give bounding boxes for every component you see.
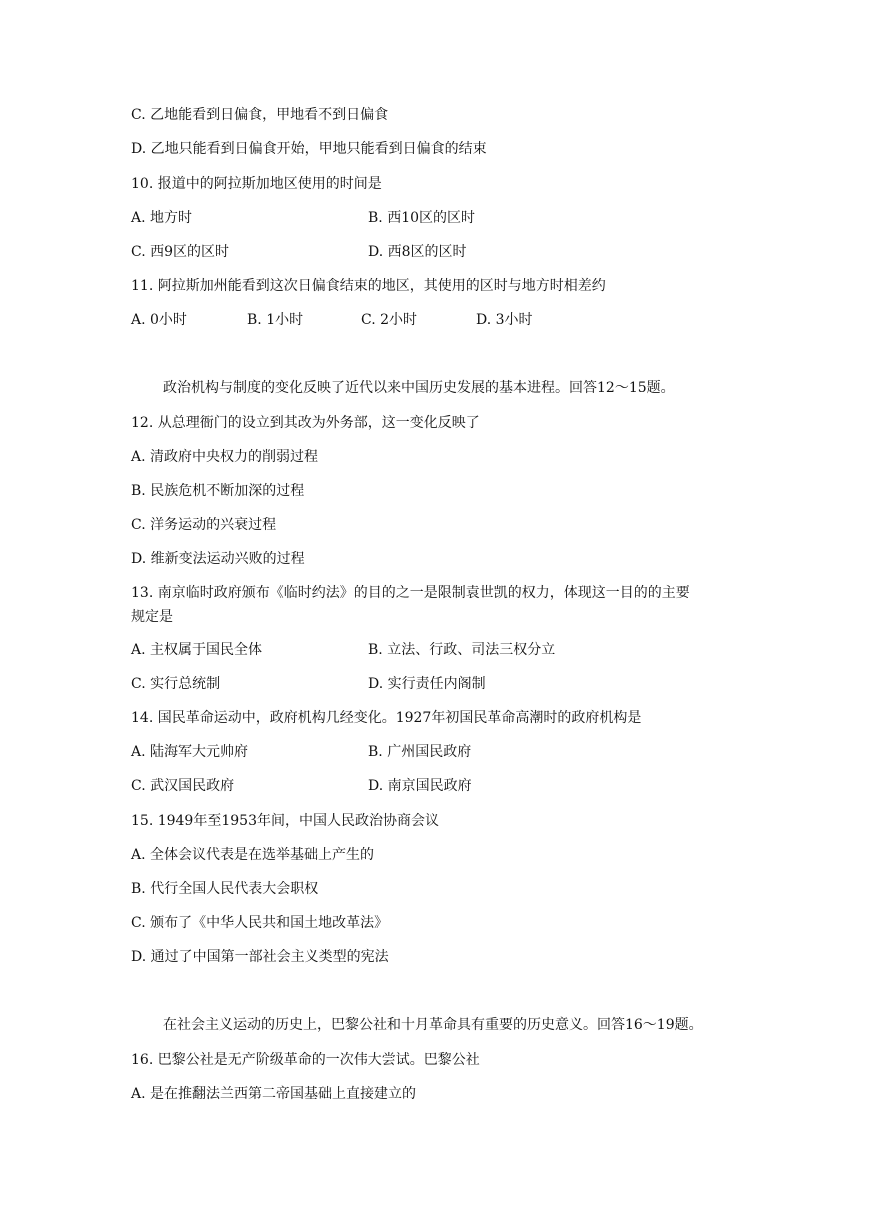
q15-option-c: C. 颁布了《中华人民共和国土地改革法》 [131,915,389,931]
q13-stem-line2: 规定是 [131,609,173,625]
q15-option-a: A. 全体会议代表是在选举基础上产生的 [131,847,375,863]
q16-option-a: A. 是在推翻法兰西第二帝国基础上直接建立的 [131,1086,417,1102]
q12-stem: 12. 从总理衙门的设立到其改为外务部，这一变化反映了 [131,415,480,431]
q14-option-a: A. 陆海军大元帅府 [131,744,249,760]
q10-stem: 10. 报道中的阿拉斯加地区使用的时间是 [131,176,382,192]
q11-stem: 11. 阿拉斯加州能看到这次日偏食结束的地区，其使用的区时与地方时相差约 [131,278,606,294]
q13-option-d: D. 实行责任内阁制 [368,676,486,692]
q12-option-c: C. 洋务运动的兴衰过程 [131,517,277,533]
q9-option-d: D. 乙地只能看到日偏食开始，甲地只能看到日偏食的结束 [131,141,487,157]
q10-option-c: C. 西9区的区时 [131,244,230,260]
q16-stem: 16. 巴黎公社是无产阶级革命的一次伟大尝试。巴黎公社 [131,1052,480,1068]
q14-option-b: B. 广州国民政府 [368,744,472,760]
q14-option-c: C. 武汉国民政府 [131,778,235,794]
q11-option-b: B. 1小时 [247,312,304,328]
q13-option-b: B. 立法、行政、司法三权分立 [368,642,556,658]
q13-option-c: C. 实行总统制 [131,676,221,692]
q12-option-d: D. 维新变法运动兴败的过程 [131,551,305,567]
q13-option-a: A. 主权属于国民全体 [131,642,263,658]
section-intro-12-15: 政治机构与制度的变化反映了近代以来中国历史发展的基本进程。回答12～15题。 [163,380,675,396]
q9-option-c: C. 乙地能看到日偏食，甲地看不到日偏食 [131,107,389,123]
q10-option-a: A. 地方时 [131,210,193,226]
q12-option-a: A. 清政府中央权力的削弱过程 [131,449,319,465]
q11-option-a: A. 0小时 [131,312,187,328]
q10-option-b: B. 西10区的区时 [368,210,476,226]
q14-option-d: D. 南京国民政府 [368,778,472,794]
q15-option-d: D. 通过了中国第一部社会主义类型的宪法 [131,949,389,965]
q12-option-b: B. 民族危机不断加深的过程 [131,483,305,499]
q10-option-d: D. 西8区的区时 [368,244,467,260]
q11-option-d: D. 3小时 [476,312,533,328]
q14-stem: 14. 国民革命运动中，政府机构几经变化。1927年初国民革命高潮时的政府机构是 [131,710,642,726]
q15-stem: 15. 1949年至1953年间，中国人民政治协商会议 [131,813,439,829]
q11-option-c: C. 2小时 [361,312,418,328]
section-intro-16-19: 在社会主义运动的历史上，巴黎公社和十月革命具有重要的历史意义。回答16～19题。 [163,1017,703,1033]
q15-option-b: B. 代行全国人民代表大会职权 [131,881,319,897]
q13-stem-line1: 13. 南京临时政府颁布《临时约法》的目的之一是限制袁世凯的权力，体现这一目的的主要 [131,585,690,601]
